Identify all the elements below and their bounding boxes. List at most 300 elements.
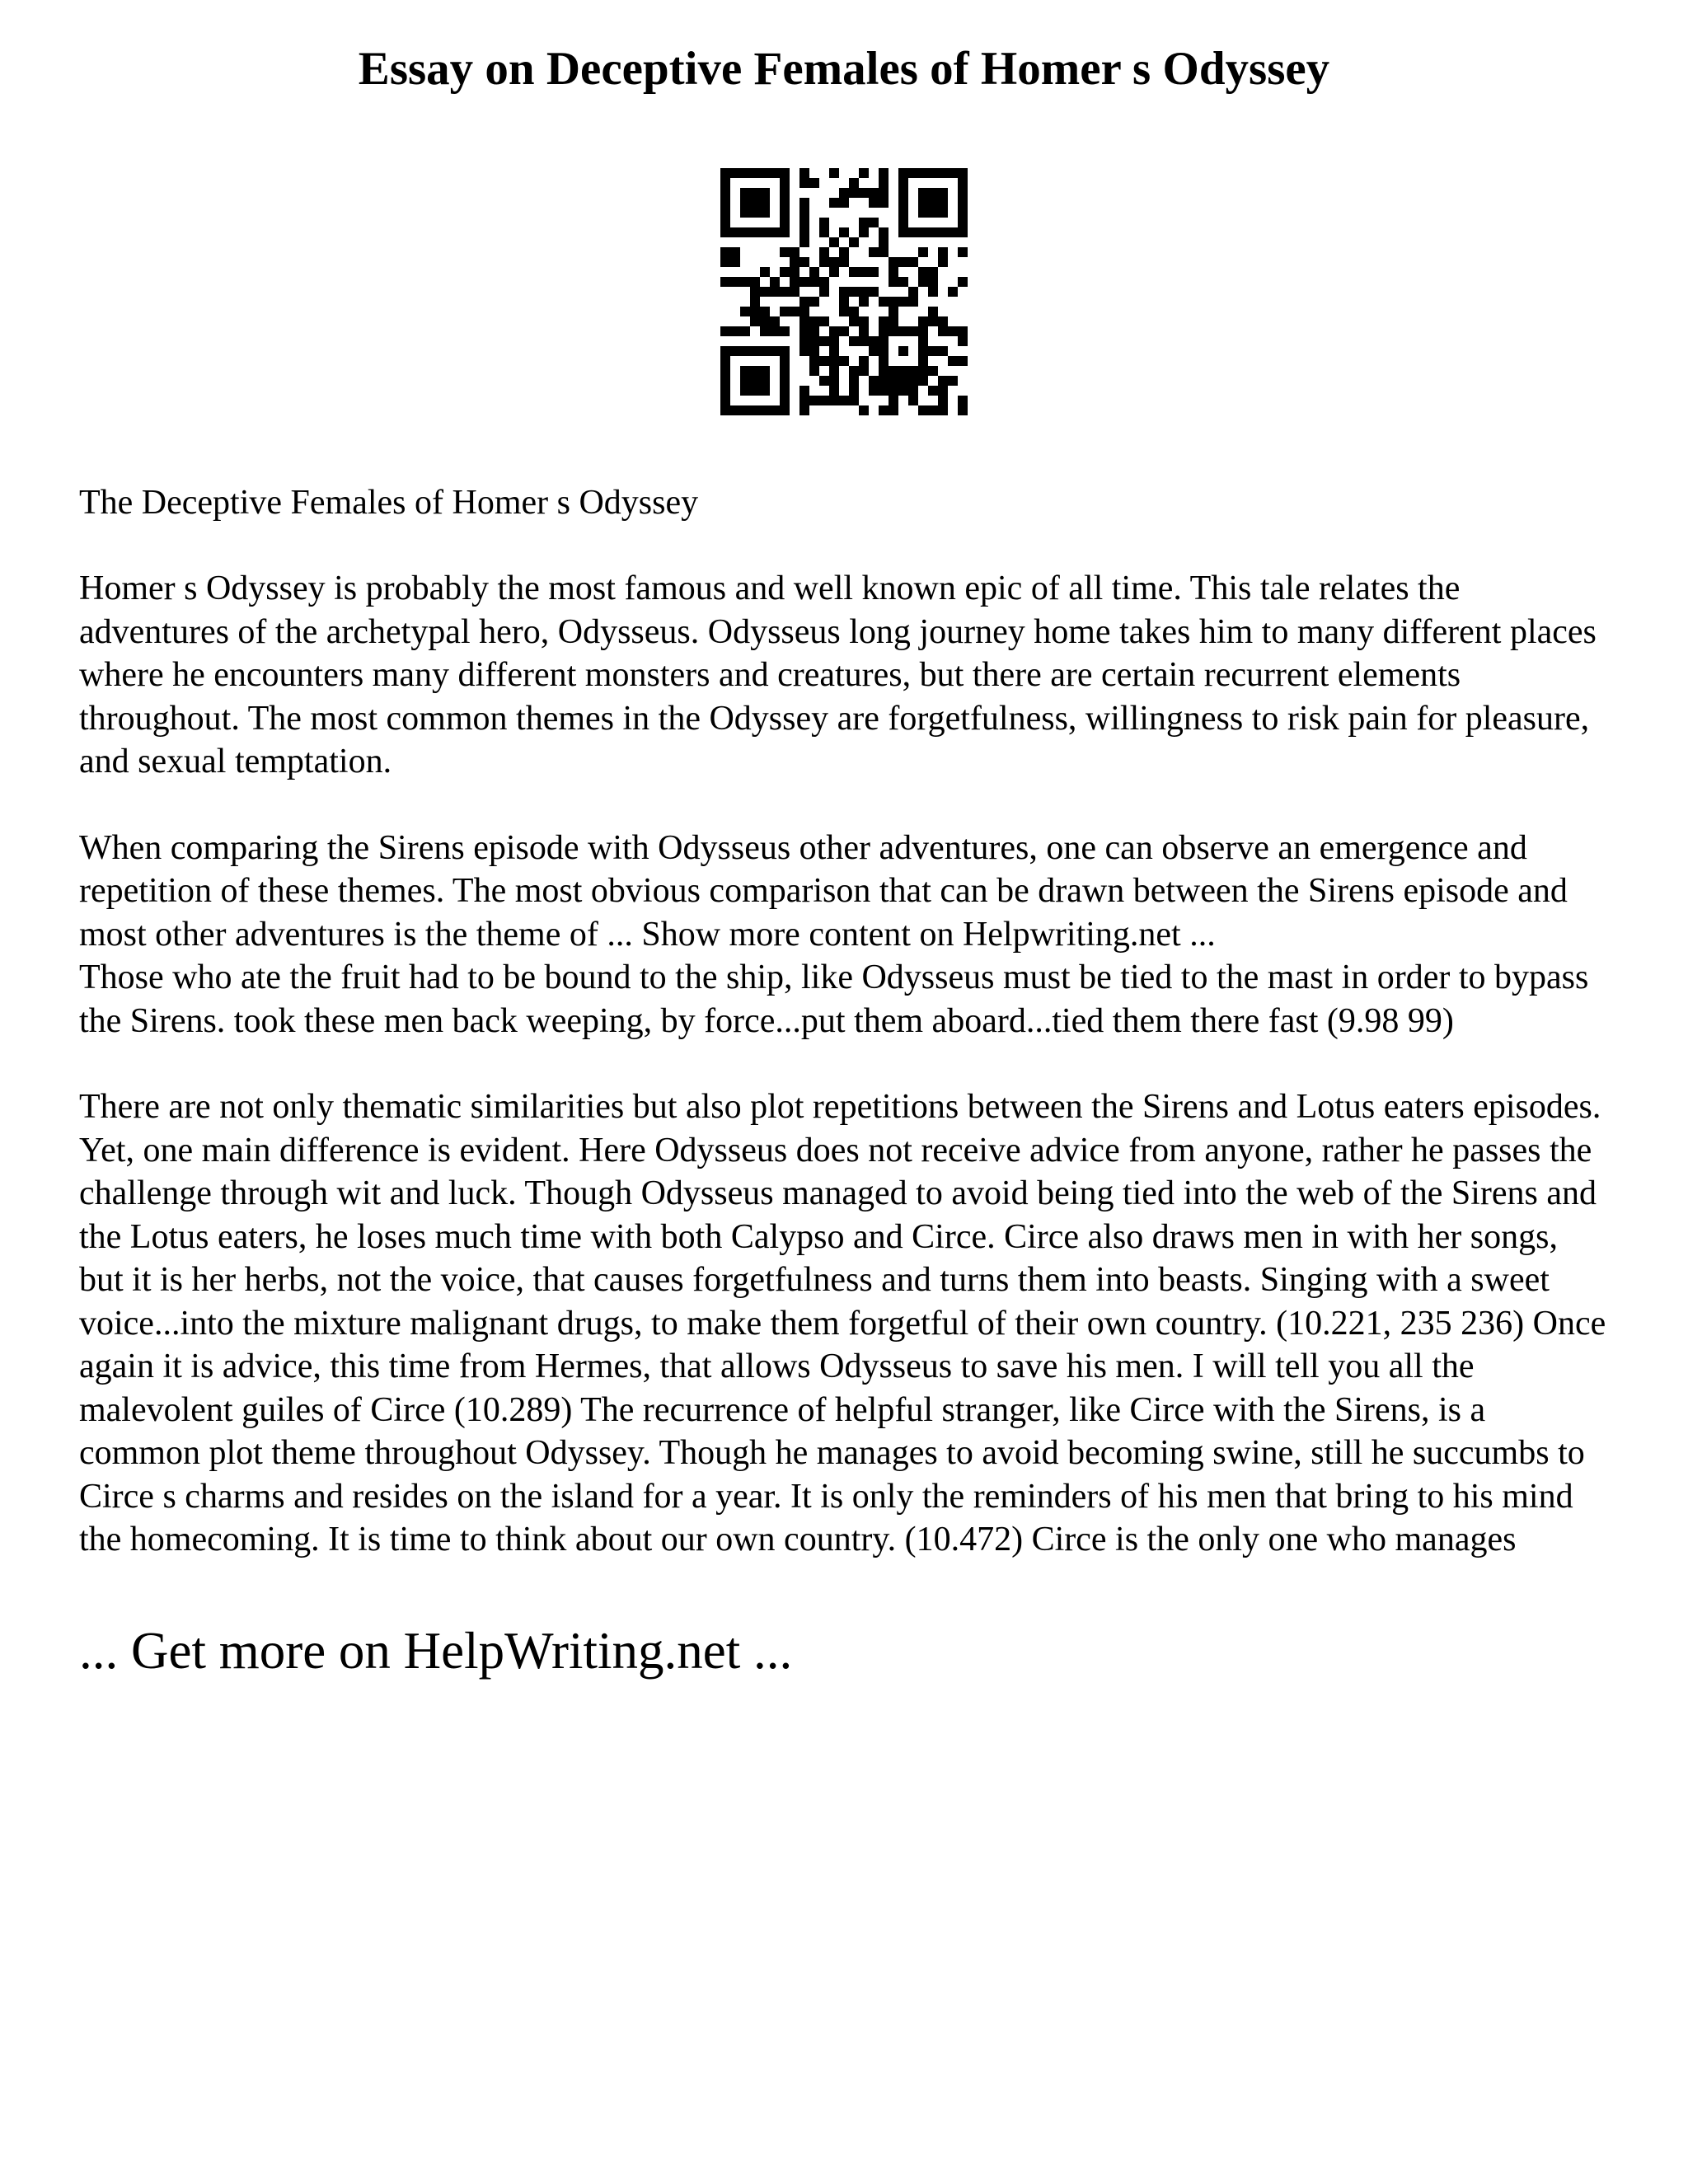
- qr-module: [799, 208, 809, 218]
- qr-module: [869, 198, 879, 208]
- qr-module: [799, 386, 809, 396]
- qr-module: [918, 188, 928, 198]
- qr-module: [780, 267, 790, 277]
- qr-module: [780, 168, 790, 178]
- qr-module: [799, 297, 809, 307]
- qr-module: [879, 168, 889, 178]
- qr-module: [720, 257, 730, 267]
- qr-module: [720, 277, 730, 287]
- paragraph-4: There are not only thematic similarities but also plot repetitions between the Sirens and Lotus eaters episodes. Yet, one main difference is evident. Here Odysseus does not receive advice from anyone, rather he passes the challenge through wit and luck. Though Odysseus managed to avoid being tied into the web of the Sirens and the Lotus eaters, he loses much time with both Calypso and Circe. Circe also draws men in with her songs, but it is her herbs, not the voice, that causes forgetfulness and turns them into beasts. Singing with a sweet voice...into the mixture malignant drugs, to make them forgetful of their own country. (10.221, 235 236) Once again it is advice, this time from Hermes, that allows Odysseus to save his men. I will tell you all the malevolent guiles of Circe (10.289) The recurrence of helpful stranger, like Circe with the Sirens, is a common plot theme throughout Odyssey. Though he manages to avoid becoming swine, still he succumbs to Circe s charms and resides on the island for a year. It is only the reminders of his men that bring to his mind the homecoming. It is time to think about our own country. (10.472) Circe is the only one who manages: [79, 1088, 1606, 1558]
- qr-module: [740, 188, 750, 198]
- qr-module: [730, 168, 740, 178]
- qr-module: [928, 386, 938, 396]
- qr-module: [780, 376, 790, 386]
- qr-module: [879, 366, 889, 376]
- qr-module: [720, 386, 730, 396]
- qr-module: [889, 366, 898, 376]
- qr-module: [938, 376, 948, 386]
- qr-module: [730, 346, 740, 356]
- qr-module: [809, 316, 819, 326]
- qr-module: [879, 198, 889, 208]
- qr-module: [928, 267, 938, 277]
- qr-module: [938, 257, 948, 267]
- qr-module: [948, 376, 958, 386]
- qr-module: [859, 267, 869, 277]
- qr-module: [938, 316, 948, 326]
- qr-module: [958, 198, 968, 208]
- qr-module: [740, 346, 750, 356]
- qr-module: [780, 386, 790, 396]
- qr-module: [908, 396, 918, 405]
- qr-module: [809, 356, 819, 366]
- qr-module: [799, 346, 809, 356]
- qr-module: [829, 267, 839, 277]
- qr-module: [799, 336, 809, 346]
- qr-module: [720, 396, 730, 405]
- qr-module: [859, 287, 869, 297]
- qr-module: [918, 366, 928, 376]
- qr-module: [819, 287, 829, 297]
- qr-module: [889, 376, 898, 386]
- qr-module: [859, 297, 869, 307]
- qr-module: [720, 198, 730, 208]
- qr-module: [740, 277, 750, 287]
- qr-module: [849, 287, 859, 297]
- qr-module: [839, 227, 849, 237]
- qr-module: [750, 366, 760, 376]
- qr-module: [780, 247, 790, 257]
- qr-module: [879, 346, 889, 356]
- qr-module: [829, 376, 839, 386]
- qr-module: [839, 198, 849, 208]
- qr-code-container: [79, 168, 1609, 415]
- qr-module: [809, 267, 819, 277]
- qr-module: [780, 178, 790, 188]
- qr-module: [918, 376, 928, 386]
- qr-module: [879, 405, 889, 415]
- qr-module: [928, 316, 938, 326]
- qr-module: [879, 326, 889, 336]
- qr-module: [958, 336, 968, 346]
- qr-module: [849, 307, 859, 316]
- qr-module: [829, 366, 839, 376]
- qr-module: [918, 277, 928, 287]
- qr-module: [780, 198, 790, 208]
- qr-module: [799, 237, 809, 247]
- paragraph-1: Homer s Odyssey is probably the most famous and well known epic of all time. This tale relates the adventures of the archetypal hero, Odysseus. Odysseus long journey home takes him to many different places where he encounters many different monsters and creatures, but there are certain recurrent elements throughout. The most common themes in the Odyssey are forgetfulness, willingness to risk pain for pleasure, and sexual temptation.: [79, 569, 1597, 780]
- qr-module: [760, 316, 770, 326]
- qr-module: [859, 366, 869, 376]
- qr-module: [928, 198, 938, 208]
- qr-module: [859, 188, 869, 198]
- qr-module: [740, 168, 750, 178]
- qr-module: [898, 277, 908, 287]
- qr-module: [819, 218, 829, 227]
- qr-module: [799, 218, 809, 227]
- qr-module: [958, 396, 968, 405]
- qr-module: [740, 386, 750, 396]
- qr-module: [839, 356, 849, 366]
- qr-module: [958, 208, 968, 218]
- qr-module: [720, 218, 730, 227]
- qr-module: [720, 356, 730, 366]
- qr-module: [859, 336, 869, 346]
- qr-module: [750, 376, 760, 386]
- qr-module: [770, 168, 780, 178]
- qr-module: [918, 227, 928, 237]
- qr-module: [879, 356, 889, 366]
- qr-module: [898, 386, 908, 396]
- qr-module: [819, 247, 829, 257]
- qr-module: [750, 208, 760, 218]
- qr-module: [839, 307, 849, 316]
- qr-module: [760, 386, 770, 396]
- qr-module: [760, 267, 770, 277]
- qr-module: [760, 376, 770, 386]
- qr-module: [918, 356, 928, 366]
- qr-module: [849, 267, 859, 277]
- qr-module: [859, 316, 869, 326]
- qr-module: [809, 366, 819, 376]
- qr-module: [889, 326, 898, 336]
- qr-module: [819, 277, 829, 287]
- qr-module: [958, 405, 968, 415]
- qr-module: [928, 405, 938, 415]
- qr-module: [918, 267, 928, 277]
- qr-module: [889, 277, 898, 287]
- qr-module: [809, 277, 819, 287]
- qr-module: [898, 218, 908, 227]
- qr-module: [819, 316, 829, 326]
- qr-module: [869, 247, 879, 257]
- qr-module: [839, 257, 849, 267]
- qr-module: [799, 227, 809, 237]
- qr-module: [938, 405, 948, 415]
- qr-module: [730, 277, 740, 287]
- qr-module: [918, 405, 928, 415]
- qr-module: [889, 297, 898, 307]
- qr-module: [799, 257, 809, 267]
- qr-module: [819, 257, 829, 267]
- qr-module: [799, 277, 809, 287]
- qr-module: [829, 336, 839, 346]
- qr-module: [938, 208, 948, 218]
- qr-module: [869, 346, 879, 356]
- qr-module: [750, 346, 760, 356]
- qr-module: [780, 208, 790, 218]
- qr-module: [938, 247, 948, 257]
- qr-module: [720, 376, 730, 386]
- qr-module: [809, 178, 819, 188]
- qr-module: [750, 287, 760, 297]
- qr-module: [740, 307, 750, 316]
- qr-module: [839, 326, 849, 336]
- qr-module: [958, 168, 968, 178]
- qr-module: [740, 227, 750, 237]
- qr-module: [720, 346, 730, 356]
- qr-module: [879, 247, 889, 257]
- qr-module: [750, 386, 760, 396]
- qr-module: [730, 405, 740, 415]
- qr-module: [928, 188, 938, 198]
- qr-module: [879, 336, 889, 346]
- qr-module: [780, 366, 790, 376]
- qr-module: [760, 227, 770, 237]
- qr-module: [780, 188, 790, 198]
- qr-module: [898, 198, 908, 208]
- qr-module: [720, 208, 730, 218]
- qr-module: [740, 326, 750, 336]
- qr-module: [839, 396, 849, 405]
- qr-module: [750, 297, 760, 307]
- qr-module: [819, 356, 829, 366]
- qr-module: [839, 247, 849, 257]
- qr-module: [898, 178, 908, 188]
- qr-module: [879, 386, 889, 396]
- qr-module: [780, 326, 790, 336]
- qr-module: [730, 247, 740, 257]
- qr-module: [948, 168, 958, 178]
- qr-module: [958, 247, 968, 257]
- qr-module: [869, 218, 879, 227]
- qr-module: [879, 227, 889, 237]
- qr-module: [958, 218, 968, 227]
- qr-module: [938, 168, 948, 178]
- qr-module: [770, 227, 780, 237]
- qr-module: [780, 227, 790, 237]
- qr-module: [958, 178, 968, 188]
- qr-module: [938, 386, 948, 396]
- qr-module: [938, 198, 948, 208]
- qr-module: [958, 227, 968, 237]
- qr-module: [918, 336, 928, 346]
- qr-module: [928, 277, 938, 287]
- qr-module: [879, 376, 889, 386]
- qr-module: [958, 188, 968, 198]
- qr-module: [790, 277, 799, 287]
- qr-module: [780, 396, 790, 405]
- qr-module: [780, 405, 790, 415]
- qr-module: [829, 346, 839, 356]
- qr-module: [918, 247, 928, 257]
- qr-module: [908, 386, 918, 396]
- qr-module: [750, 168, 760, 178]
- qr-module: [760, 287, 770, 297]
- qr-module: [780, 346, 790, 356]
- qr-module: [908, 326, 918, 336]
- qr-module: [918, 326, 928, 336]
- qr-module: [889, 307, 898, 316]
- qr-module: [720, 247, 730, 257]
- qr-module: [859, 168, 869, 178]
- qr-module: [730, 257, 740, 267]
- qr-module: [958, 277, 968, 287]
- qr-module: [928, 227, 938, 237]
- qr-module: [849, 396, 859, 405]
- qr-module: [869, 386, 879, 396]
- qr-module: [889, 316, 898, 326]
- qr-module: [829, 257, 839, 267]
- qr-module: [948, 356, 958, 366]
- qr-module: [720, 326, 730, 336]
- qr-module: [849, 366, 859, 376]
- qr-module: [908, 257, 918, 267]
- qr-module: [760, 168, 770, 178]
- qr-code: [720, 168, 968, 415]
- qr-module: [829, 386, 839, 396]
- qr-module: [938, 346, 948, 356]
- qr-module: [790, 267, 799, 277]
- qr-module: [918, 168, 928, 178]
- qr-module: [829, 396, 839, 405]
- qr-module: [908, 376, 918, 386]
- qr-module: [859, 326, 869, 336]
- qr-module: [799, 405, 809, 415]
- qr-module: [918, 346, 928, 356]
- qr-module: [720, 227, 730, 237]
- qr-module: [928, 346, 938, 356]
- qr-module: [740, 198, 750, 208]
- qr-module: [918, 198, 928, 208]
- qr-module: [780, 287, 790, 297]
- qr-module: [720, 178, 730, 188]
- qr-module: [879, 316, 889, 326]
- qr-module: [770, 346, 780, 356]
- qr-module: [799, 396, 809, 405]
- qr-module: [819, 396, 829, 405]
- qr-module: [799, 168, 809, 178]
- qr-module: [780, 307, 790, 316]
- qr-module: [770, 287, 780, 297]
- qr-module: [859, 405, 869, 415]
- qr-module: [898, 227, 908, 237]
- qr-module: [879, 188, 889, 198]
- qr-module: [839, 297, 849, 307]
- page-title: Essay on Deceptive Females of Homer s Odyssey: [358, 43, 1330, 95]
- qr-module: [869, 188, 879, 198]
- qr-module: [889, 396, 898, 405]
- qr-module: [898, 257, 908, 267]
- qr-module: [760, 198, 770, 208]
- qr-module: [908, 297, 918, 307]
- qr-module: [730, 326, 740, 336]
- qr-module: [928, 208, 938, 218]
- qr-module: [918, 316, 928, 326]
- qr-module: [799, 326, 809, 336]
- qr-module: [898, 366, 908, 376]
- qr-module: [720, 405, 730, 415]
- qr-module: [750, 188, 760, 198]
- qr-module: [849, 316, 859, 326]
- qr-module: [790, 287, 799, 297]
- paragraph-3: Those who ate the fruit had to be bound to the ship, like Odysseus must be tied to the mast in order to bypass the Sirens. took these men back weeping, by force...put them aboard...tied them there fast (9.98 99): [79, 958, 1589, 1040]
- qr-module: [799, 198, 809, 208]
- qr-module: [770, 405, 780, 415]
- qr-module: [879, 297, 889, 307]
- qr-module: [948, 227, 958, 237]
- qr-module: [799, 316, 809, 326]
- qr-module: [740, 208, 750, 218]
- qr-module: [898, 188, 908, 198]
- qr-module: [750, 405, 760, 415]
- qr-module: [889, 386, 898, 396]
- qr-module: [760, 346, 770, 356]
- qr-module: [928, 168, 938, 178]
- qr-module: [869, 336, 879, 346]
- get-more-link[interactable]: ... Get more on HelpWriting.net ...: [79, 1621, 793, 1680]
- qr-module: [928, 366, 938, 376]
- qr-module: [819, 227, 829, 237]
- qr-module: [720, 168, 730, 178]
- qr-module: [780, 218, 790, 227]
- qr-module: [849, 386, 859, 396]
- qr-module: [770, 316, 780, 326]
- qr-module: [879, 237, 889, 247]
- qr-module: [760, 188, 770, 198]
- qr-module: [958, 326, 968, 336]
- qr-module: [750, 307, 760, 316]
- qr-module: [809, 346, 819, 356]
- qr-module: [770, 326, 780, 336]
- qr-module: [790, 307, 799, 316]
- qr-module: [819, 376, 829, 386]
- qr-module: [889, 405, 898, 415]
- qr-module: [948, 287, 958, 297]
- qr-module: [809, 326, 819, 336]
- qr-module: [740, 405, 750, 415]
- qr-module: [889, 257, 898, 267]
- qr-module: [809, 297, 819, 307]
- qr-module: [859, 218, 869, 227]
- qr-module: [908, 168, 918, 178]
- qr-module: [898, 346, 908, 356]
- qr-module: [750, 316, 760, 326]
- qr-module: [849, 188, 859, 198]
- qr-module: [898, 326, 908, 336]
- qr-module: [918, 208, 928, 218]
- qr-module: [849, 237, 859, 247]
- essay-heading: The Deceptive Females of Homer s Odyssey: [79, 484, 699, 522]
- qr-module: [760, 208, 770, 218]
- qr-module: [898, 168, 908, 178]
- qr-module: [938, 396, 948, 405]
- qr-module: [958, 356, 968, 366]
- qr-module: [908, 366, 918, 376]
- qr-module: [889, 267, 898, 277]
- qr-module: [720, 366, 730, 376]
- qr-module: [760, 405, 770, 415]
- qr-module: [859, 356, 869, 366]
- qr-module: [750, 198, 760, 208]
- qr-module: [938, 227, 948, 237]
- qr-module: [869, 267, 879, 277]
- qr-module: [809, 336, 819, 346]
- qr-module: [829, 168, 839, 178]
- qr-module: [799, 307, 809, 316]
- qr-module: [859, 227, 869, 237]
- qr-module: [908, 227, 918, 237]
- qr-module: [839, 287, 849, 297]
- qr-module: [780, 356, 790, 366]
- qr-module: [898, 297, 908, 307]
- qr-module: [799, 178, 809, 188]
- qr-module: [938, 326, 948, 336]
- qr-module: [760, 366, 770, 376]
- qr-module: [829, 237, 839, 247]
- qr-module: [770, 277, 780, 287]
- qr-module: [839, 188, 849, 198]
- qr-module: [898, 376, 908, 386]
